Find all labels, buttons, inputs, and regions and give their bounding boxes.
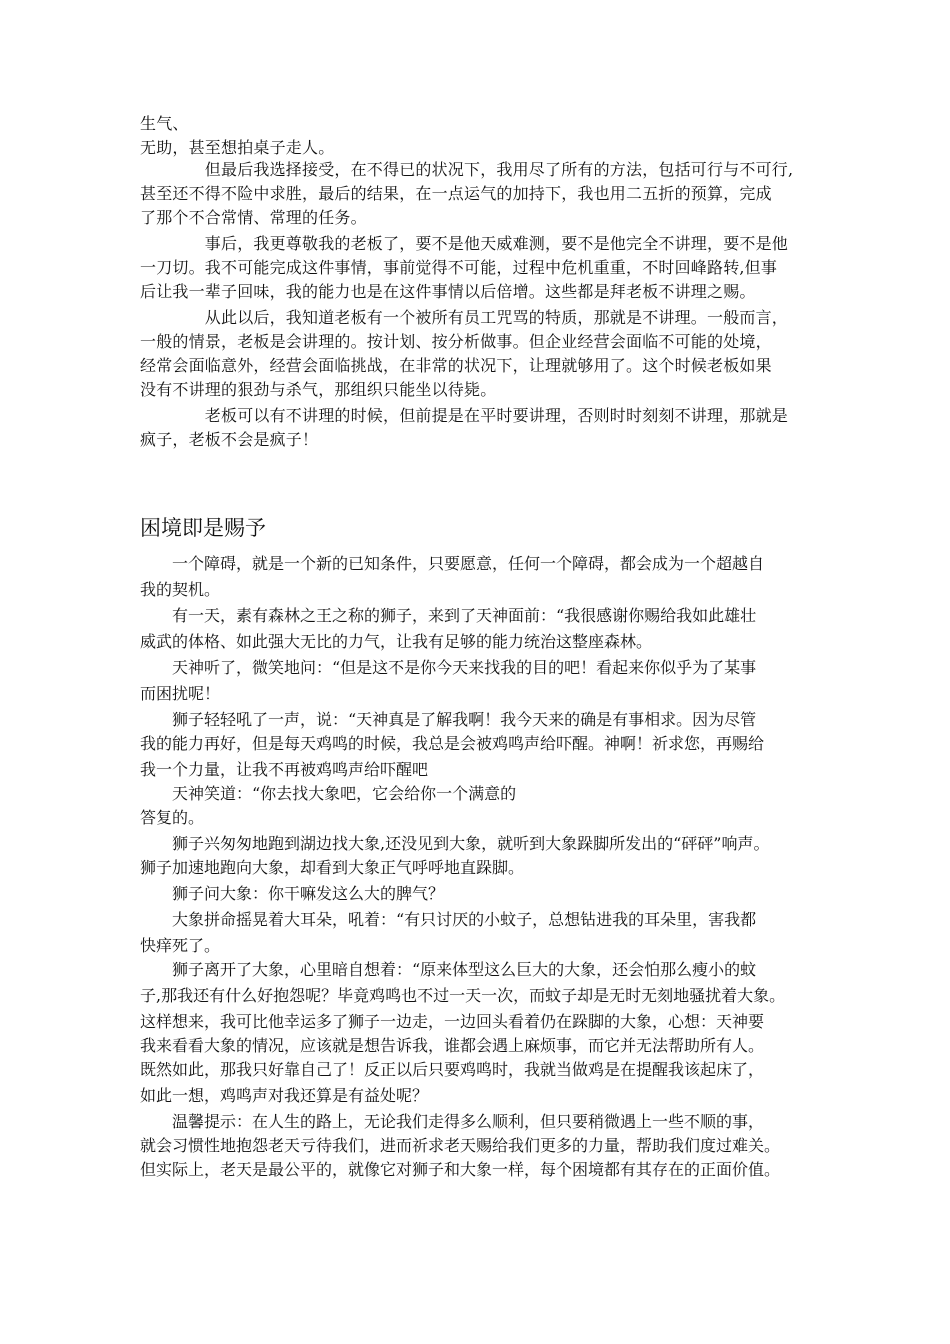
section-heading: 困境即是赐予 bbox=[140, 516, 266, 540]
paragraph-line: 一刀切。我不可能完成这件事情，事前觉得不可能，过程中危机重重，不时回峰路转,但事 bbox=[140, 258, 778, 277]
paragraph-line: 既然如此，那我只好靠自己了！反正以后只要鸡鸣时，我就当做鸡是在提醒我该起床了， bbox=[140, 1060, 765, 1079]
paragraph-line: 我来看看大象的情况，应该就是想告诉我，谁都会遇上麻烦事，而它并无法帮助所有人。 bbox=[140, 1036, 765, 1055]
paragraph-line: 了那个不合常情、常理的任务。 bbox=[140, 208, 367, 227]
paragraph-line: 温馨提示：在人生的路上，无论我们走得多么顺利，但只要稍微遇上一些不顺的事， bbox=[140, 1112, 765, 1131]
paragraph-line: 经常会面临意外，经营会面临挑战，在非常的状况下，让理就够用了。这个时候老板如果 bbox=[140, 356, 772, 375]
paragraph-line: 子,那我还有什么好抱怨呢？毕竟鸡鸣也不过一天一次，而蚊子却是无时无刻地骚扰着大象。 bbox=[140, 986, 786, 1005]
paragraph-line: 但实际上，老天是最公平的，就像它对狮子和大象一样，每个困境都有其存在的正面价值。 bbox=[140, 1160, 781, 1179]
paragraph-line: 没有不讲理的狠劲与杀气，那组织只能坐以待毙。 bbox=[140, 380, 497, 399]
paragraph-line: 狮子离开了大象，心里暗自想着：“原来体型这么巨大的大象，还会怕那么瘦小的蚊 bbox=[140, 960, 757, 979]
paragraph-line: 答复的。 bbox=[140, 808, 205, 827]
paragraph-line: 天神笑道：“你去找大象吧，它会给你一个满意的 bbox=[140, 784, 517, 803]
paragraph-line: 如此一想，鸡鸣声对我还算是有益处呢？ bbox=[140, 1086, 429, 1105]
paragraph-line: 但最后我选择接受，在不得已的状况下，我用尽了所有的方法，包括可行与不可行, bbox=[140, 160, 794, 179]
paragraph-line: 狮子兴匆匆地跑到湖边找大象,还没见到大象，就听到大象跺脚所发出的“砰砰”响声。 bbox=[140, 834, 770, 853]
paragraph-line: 快痒死了。 bbox=[140, 936, 221, 955]
paragraph-line: 有一天，素有森林之王之称的狮子，来到了天神面前：“我很感谢你赐给我如此雄壮 bbox=[140, 606, 757, 625]
paragraph-line: 大象拼命摇晃着大耳朵，吼着：“有只讨厌的小蚊子，总想钻进我的耳朵里，害我都 bbox=[140, 910, 757, 929]
paragraph-line: 狮子轻轻吼了一声，说：“天神真是了解我啊！我今天来的确是有事相求。因为尽管 bbox=[140, 710, 757, 729]
paragraph-line: 天神听了，微笑地问：“但是这不是你今天来找我的目的吧！看起来你似乎为了某事 bbox=[140, 658, 757, 677]
paragraph-line: 从此以后，我知道老板有一个被所有员工咒骂的特质，那就是不讲理。一般而言， bbox=[140, 308, 789, 327]
paragraph-line: 我一个力量，让我不再被鸡鸣声给吓醒吧 bbox=[140, 760, 429, 779]
paragraph-line: 一个障碍，就是一个新的已知条件，只要愿意，任何一个障碍，都会成为一个超越自 bbox=[140, 554, 765, 573]
paragraph-line: 狮子问大象：你干嘛发这么大的脾气？ bbox=[140, 884, 445, 903]
paragraph-line: 我的契机。 bbox=[140, 580, 221, 599]
paragraph-line: 这样想来，我可比他幸运多了狮子一边走，一边回头看着仍在跺脚的大象，心想：天神要 bbox=[140, 1012, 765, 1031]
paragraph-line: 威武的体格、如此强大无比的力气，让我有足够的能力统治这整座森林。 bbox=[140, 632, 653, 651]
paragraph-line: 老板可以有不讲理的时候，但前提是在平时要讲理，否则时时刻刻不讲理，那就是 bbox=[140, 406, 789, 425]
paragraph-line: 而困扰呢！ bbox=[140, 684, 221, 703]
paragraph-line: 狮子加速地跑向大象，却看到大象正气呼呼地直跺脚。 bbox=[140, 858, 525, 877]
paragraph-line: 后让我一辈子回味，我的能力也是在这件事情以后倍增。这些都是拜老板不讲理之赐。 bbox=[140, 282, 756, 301]
paragraph-line: 一般的情景，老板是会讲理的。按计划、按分析做事。但企业经营会面临不可能的处境， bbox=[140, 332, 772, 351]
paragraph-line: 疯子，老板不会是疯子！ bbox=[140, 430, 319, 449]
paragraph-line: 甚至还不得不险中求胜，最后的结果，在一点运气的加持下，我也用二五折的预算，完成 bbox=[140, 184, 772, 203]
paragraph-line: 就会习惯性地抱怨老天亏待我们，进而祈求老天赐给我们更多的力量，帮助我们度过难关。 bbox=[140, 1136, 781, 1155]
paragraph-line: 事后，我更尊敬我的老板了，要不是他天威难测，要不是他完全不讲理，要不是他 bbox=[140, 234, 789, 253]
paragraph-line: 无助，甚至想拍桌子走人。 bbox=[140, 138, 335, 157]
paragraph-line: 我的能力再好，但是每天鸡鸣的时候，我总是会被鸡鸣声给吓醒。神啊！祈求您，再赐给 bbox=[140, 734, 765, 753]
paragraph-line: 生气、 bbox=[140, 114, 189, 133]
